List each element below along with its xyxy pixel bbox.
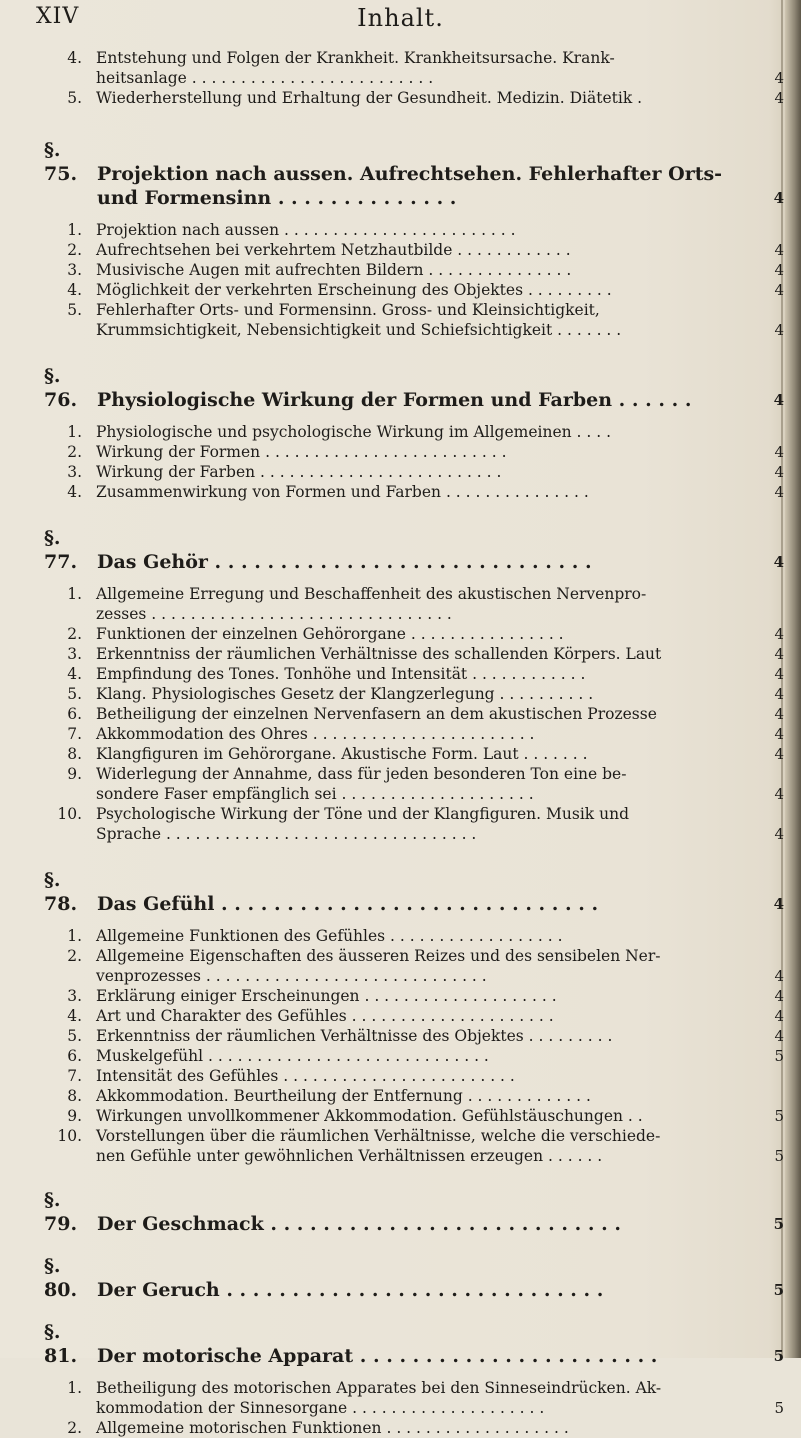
entry-text (96, 220, 764, 240)
section-number: §. 77. (44, 527, 78, 573)
toc-entry (44, 946, 784, 986)
entry-line: Aufrechtsehen bei verkehrtem Netzhautbilde . . . . . . . . . . . . (96, 241, 571, 259)
entry-text (96, 926, 764, 946)
toc-entry (44, 1066, 780, 1086)
toc-entry (44, 926, 780, 946)
entry-line: Psychologische Wirkung der Töne und der Klangfiguren. Musik und (96, 805, 629, 823)
entry-number: 2. (67, 1419, 82, 1437)
entry-page-number: 4 (774, 463, 784, 481)
entry-line: Art und Charakter des Gefühles . . . . . . . . . . . . . . . . . . . . . (96, 1007, 554, 1025)
entry-number: 8. (67, 745, 82, 763)
toc-entry (44, 584, 780, 624)
toc-entry (44, 764, 784, 804)
entry-line: Krummsichtigkeit, Nebensichtigkeit und Schiefsichtigkeit . . . . . . . (96, 321, 622, 339)
entry-page-number: 4 (774, 745, 784, 763)
entry-line: venprozesses . . . . . . . . . . . . . . . . . . . . . . . . . . . . . (96, 967, 487, 985)
entry-line: Wirkungen unvollkommener Akkommodation. Gefühlstäuschungen . . (96, 1107, 643, 1125)
entry-page-number: 4 (774, 89, 784, 107)
toc-entry (44, 804, 784, 844)
section-title-line: und Formensinn . . . . . . . . . . . . . . (97, 187, 457, 209)
section-title-line: Das Gehör . . . . . . . . . . . . . . . . . . . . . . . . . . . . . (97, 551, 592, 573)
entry-text (96, 704, 764, 724)
entry-line: Empfindung des Tones. Tonhöhe und Intensität . . . . . . . . . . . . (96, 665, 586, 683)
section-heading (44, 138, 784, 210)
section-subentries (44, 1378, 784, 1438)
entry-number: 9. (67, 1107, 82, 1125)
entry-number: 2. (67, 625, 82, 643)
toc-entry (44, 462, 784, 482)
entry-page-number: 5 (774, 1107, 784, 1125)
running-head (0, 4, 801, 40)
entry-text (96, 88, 764, 108)
toc-entry (44, 48, 784, 88)
entry-line: heitsanlage . . . . . . . . . . . . . . . . . . . . . . . . . (96, 69, 434, 87)
entry-number: 7. (67, 725, 82, 743)
section-heading (44, 868, 784, 916)
entry-text (96, 684, 764, 704)
entry-number: 8. (67, 1087, 82, 1105)
entry-page-number: 4 (774, 705, 784, 723)
toc-entry (44, 1418, 780, 1438)
entry-text (96, 280, 764, 300)
entry-line: Wiederherstellung und Erhaltung der Gesundheit. Medizin. Diätetik . (96, 89, 643, 107)
entry-number: 3. (67, 261, 82, 279)
entry-page-number: 4 (774, 483, 784, 501)
entry-line: Funktionen der einzelnen Gehörorgane . . . . . . . . . . . . . . . . (96, 625, 564, 643)
toc-section (44, 1320, 784, 1438)
section-page-number: 5 (773, 1215, 784, 1233)
toc-section (44, 1188, 784, 1236)
table-of-contents (44, 48, 784, 1438)
section-title (97, 389, 691, 411)
toc-entry (44, 240, 784, 260)
entry-text (96, 644, 764, 664)
toc-entry (44, 88, 784, 108)
page-binding-edge (785, 0, 801, 1358)
toc-entry (44, 664, 784, 684)
entry-number: 1. (67, 585, 82, 603)
entry-line: Sprache . . . . . . . . . . . . . . . . . . . . . . . . . . . . . . . . (96, 825, 477, 843)
toc-entry (44, 986, 784, 1006)
toc-entry (44, 260, 784, 280)
toc-entry (44, 704, 784, 724)
entry-page-number: 4 (774, 967, 784, 985)
entry-number: 5. (67, 301, 82, 319)
toc-section (44, 364, 784, 502)
entry-line: Klang. Physiologisches Gesetz der Klangzerlegung . . . . . . . . . . (96, 685, 594, 703)
entry-line: sondere Faser empfänglich sei . . . . . . . . . . . . . . . . . . . . (96, 785, 534, 803)
toc-entry (44, 1106, 784, 1126)
entry-text (96, 1066, 764, 1086)
entry-line: Allgemeine Erregung und Beschaffenheit des akustischen Nervenpro- (96, 585, 647, 603)
entry-text (96, 260, 764, 280)
toc-section (44, 138, 784, 340)
entry-text (96, 1106, 764, 1126)
toc-entry (44, 684, 784, 704)
entry-number: 2. (67, 947, 82, 965)
entry-number: 3. (67, 987, 82, 1005)
toc-entry (44, 280, 784, 300)
entry-page-number: 4 (774, 261, 784, 279)
entry-page-number: 5 (774, 1047, 784, 1065)
entry-number: 1. (67, 221, 82, 239)
entry-page-number: 4 (774, 321, 784, 339)
section-title (97, 1279, 603, 1301)
section-subentries (44, 584, 784, 844)
toc-entry (44, 442, 784, 462)
entry-page-number: 4 (774, 1007, 784, 1025)
entry-text (96, 1126, 764, 1166)
entry-text (96, 664, 764, 684)
toc-entry (44, 220, 780, 240)
entry-text (96, 1026, 764, 1046)
toc-entry (44, 1086, 780, 1106)
entry-number: 5. (67, 89, 82, 107)
toc-entry (44, 1378, 784, 1418)
section-page-number: 4 (773, 189, 784, 207)
entry-page-number: 4 (774, 69, 784, 87)
entry-page-number: 4 (774, 443, 784, 461)
entry-number: 10. (57, 1127, 82, 1145)
entry-number: 2. (67, 241, 82, 259)
entry-page-number: 4 (774, 665, 784, 683)
entry-line: Wirkung der Formen . . . . . . . . . . . . . . . . . . . . . . . . . (96, 443, 507, 461)
entry-line: Allgemeine Funktionen des Gefühles . . . . . . . . . . . . . . . . . . (96, 927, 563, 945)
entry-text (96, 986, 764, 1006)
entry-number: 9. (67, 765, 82, 783)
section-page-number: 4 (773, 391, 784, 409)
section-number: §. 80. (44, 1255, 78, 1301)
toc-section (44, 868, 784, 1166)
toc-entry (44, 644, 784, 664)
entry-line: Akkommodation des Ohres . . . . . . . . . . . . . . . . . . . . . . . (96, 725, 535, 743)
entry-line: Muskelgefühl . . . . . . . . . . . . . . . . . . . . . . . . . . . . . (96, 1047, 489, 1065)
entry-page-number: 4 (774, 241, 784, 259)
section-title (44, 163, 780, 210)
toc-section (44, 526, 784, 844)
running-head-page-number: XIV (36, 4, 80, 29)
entry-line: Zusammenwirkung von Formen und Farben . . . . . . . . . . . . . . . (96, 483, 589, 501)
entry-number: 4. (67, 483, 82, 501)
entry-page-number: 4 (774, 987, 784, 1005)
entry-text (96, 1006, 764, 1026)
entry-line: Vorstellungen über die räumlichen Verhältnisse, welche die verschiede- (96, 1127, 661, 1145)
toc-entry (44, 422, 780, 442)
entry-page-number: 4 (774, 725, 784, 743)
entry-number: 7. (67, 1067, 82, 1085)
entry-text (96, 462, 764, 482)
entry-line: Physiologische und psychologische Wirkung im Allgemeinen . . . . (96, 423, 612, 441)
toc-entry (44, 300, 784, 340)
section-page-number: 5 (773, 1281, 784, 1299)
entry-text (96, 1418, 764, 1438)
entry-line: Erkenntniss der räumlichen Verhältnisse des schallenden Körpers. Laut (96, 645, 662, 663)
entry-number: 1. (67, 1379, 82, 1397)
section-number: §. 81. (44, 1321, 78, 1367)
toc-entry (44, 1126, 784, 1166)
section-title-line: Der motorische Apparat . . . . . . . . . . . . . . . . . . . . . . . (97, 1345, 658, 1367)
entry-line: nen Gefühle unter gewöhnlichen Verhältnissen erzeugen . . . . . . (96, 1147, 603, 1165)
section-title-line: Physiologische Wirkung der Formen und Farben . . . . . . (97, 389, 692, 411)
entry-text (96, 1046, 764, 1066)
entry-number: 4. (67, 281, 82, 299)
toc-entry (44, 724, 784, 744)
entry-line: Fehlerhafter Orts- und Formensinn. Gross- und Kleinsichtigkeit, (96, 301, 600, 319)
entry-text (96, 300, 764, 340)
entry-line: Entstehung und Folgen der Krankheit. Krankheitsursache. Krank- (96, 49, 615, 67)
entry-text (96, 724, 764, 744)
entry-number: 5. (67, 1027, 82, 1045)
toc-entry (44, 744, 784, 764)
entry-text (96, 804, 764, 844)
entry-line: Projektion nach aussen . . . . . . . . . . . . . . . . . . . . . . . . (96, 221, 516, 239)
entry-number: 4. (67, 665, 82, 683)
section-heading (44, 526, 784, 574)
section-page-number: 4 (773, 895, 784, 913)
entry-line: Betheiligung des motorischen Apparates bei den Sinneseindrücken. Ak- (96, 1379, 662, 1397)
entry-text (96, 482, 764, 502)
section-title-line: Projektion nach aussen. Aufrechtsehen. Fehlerhafter Orts- (97, 163, 723, 185)
entry-number: 2. (67, 443, 82, 461)
section-title (97, 551, 592, 573)
section-title (97, 1345, 657, 1367)
section-title (97, 893, 598, 915)
entry-line: Klangfiguren im Gehörorgane. Akustische Form. Laut . . . . . . . (96, 745, 588, 763)
entry-line: zesses . . . . . . . . . . . . . . . . . . . . . . . . . . . . . . . (96, 605, 452, 623)
entry-line: Betheiligung der einzelnen Nervenfasern an dem akustischen Prozesse (96, 705, 657, 723)
section-number: §. 78. (44, 869, 78, 915)
entry-text (96, 584, 764, 624)
toc-entry (44, 1026, 784, 1046)
entry-line: Intensität des Gefühles . . . . . . . . . . . . . . . . . . . . . . . . (96, 1067, 515, 1085)
entry-number: 6. (67, 1047, 82, 1065)
entry-number: 3. (67, 645, 82, 663)
toc-entry (44, 1046, 784, 1066)
section-subentries (44, 926, 784, 1166)
entry-text (96, 764, 764, 804)
running-head-title: Inhalt. (357, 4, 444, 32)
entry-number: 3. (67, 463, 82, 481)
entry-text (96, 624, 764, 644)
entry-page-number: 5 (774, 1399, 784, 1417)
entry-line: Widerlegung der Annahme, dass für jeden besonderen Ton eine be- (96, 765, 627, 783)
entry-line: Möglichkeit der verkehrten Erscheinung des Objektes . . . . . . . . . (96, 281, 612, 299)
entry-line: kommodation der Sinnesorgane . . . . . . . . . . . . . . . . . . . . (96, 1399, 545, 1417)
entry-page-number: 4 (774, 685, 784, 703)
toc-entry (44, 1006, 784, 1026)
section-title-line: Der Geschmack . . . . . . . . . . . . . . . . . . . . . . . . . . . (97, 1213, 621, 1235)
entry-page-number: 4 (774, 281, 784, 299)
entry-page-number: 4 (774, 825, 784, 843)
toc-entry (44, 624, 784, 644)
section-heading (44, 1188, 784, 1236)
section-heading (44, 1320, 784, 1368)
entry-text (96, 442, 764, 462)
entry-page-number: 4 (774, 625, 784, 643)
entry-text (96, 744, 764, 764)
toc-section (44, 1254, 784, 1302)
entry-text (96, 422, 764, 442)
section-subentries (44, 422, 784, 502)
entry-text (96, 1378, 764, 1418)
entry-text (96, 946, 764, 986)
entry-text (96, 48, 764, 88)
entry-line: Wirkung der Farben . . . . . . . . . . . . . . . . . . . . . . . . . (96, 463, 502, 481)
section-subentries (44, 220, 784, 340)
toc-entry (44, 482, 784, 502)
section-title (97, 1213, 621, 1235)
section-number: §. 76. (44, 365, 78, 411)
entry-text (96, 240, 764, 260)
section-heading (44, 364, 784, 412)
entry-number: 1. (67, 423, 82, 441)
entry-line: Allgemeine motorischen Funktionen . . . . . . . . . . . . . . . . . . . (96, 1419, 569, 1437)
entry-page-number: 5 (774, 1147, 784, 1165)
entry-line: Erkenntniss der räumlichen Verhältnisse des Objektes . . . . . . . . . (96, 1027, 613, 1045)
entry-number: 4. (67, 49, 82, 67)
entry-line: Erklärung einiger Erscheinungen . . . . . . . . . . . . . . . . . . . . (96, 987, 557, 1005)
entry-page-number: 4 (774, 1027, 784, 1045)
section-heading (44, 1254, 784, 1302)
entry-text (96, 1086, 764, 1106)
entry-line: Musivische Augen mit aufrechten Bildern . . . . . . . . . . . . . . . (96, 261, 572, 279)
section-title-line: Das Gefühl . . . . . . . . . . . . . . . . . . . . . . . . . . . . . (97, 893, 599, 915)
entry-number: 1. (67, 927, 82, 945)
section-number: §. 79. (44, 1189, 78, 1235)
entry-number: 5. (67, 685, 82, 703)
entry-page-number: 4 (774, 785, 784, 803)
section-page-number: 4 (773, 553, 784, 571)
section-title-line: Der Geruch . . . . . . . . . . . . . . . . . . . . . . . . . . . . . (97, 1279, 604, 1301)
entry-number: 4. (67, 1007, 82, 1025)
entry-number: 6. (67, 705, 82, 723)
section-number: §. 75. (44, 139, 78, 185)
entry-line: Akkommodation. Beurtheilung der Entfernung . . . . . . . . . . . . . (96, 1087, 591, 1105)
entry-page-number: 4 (774, 645, 784, 663)
entry-number: 10. (57, 805, 82, 823)
entry-line: Allgemeine Eigenschaften des äusseren Reizes und des sensibelen Ner- (96, 947, 661, 965)
section-page-number: 5 (773, 1347, 784, 1365)
